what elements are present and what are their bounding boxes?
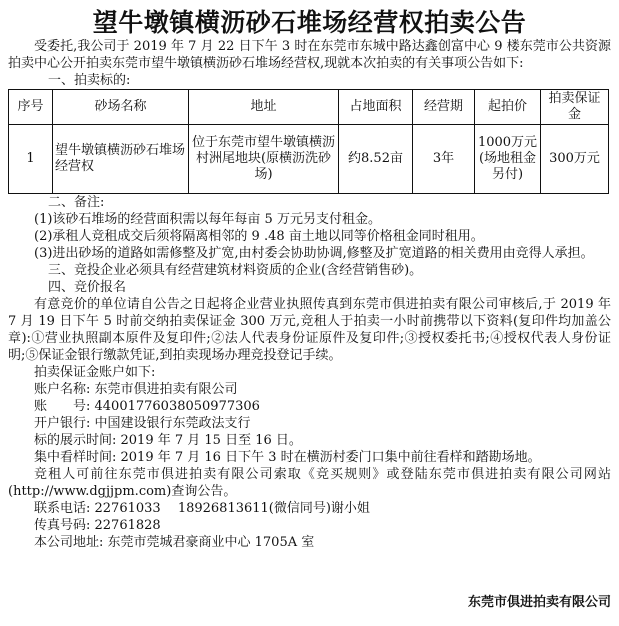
contact-phone: 联系电话: 22761033 18926813611(微信同号)谢小姐 xyxy=(34,501,370,516)
display-time: 标的展示时间: 2019 年 7 月 15 日至 16 日。 xyxy=(34,433,302,448)
account-name: 账户名称: 东莞市倶进拍卖有限公司 xyxy=(34,382,238,397)
note-1: (1)该砂石堆场的经营面积需以每年每亩 5 万元另支付租金。 xyxy=(34,212,381,227)
fax-number: 传真号码: 22761828 xyxy=(34,518,161,533)
note-3: (3)进出砂场的道路如需修整及扩宽,由村委会协助协调,修整及扩宽道路的相关费用由竞得人承担。 xyxy=(34,246,594,261)
cell-name: 望牛墩镇横沥砂石堆场经营权 xyxy=(53,125,189,194)
header-area: 占地面积 xyxy=(339,90,413,125)
header-name: 砂场名称 xyxy=(53,90,189,125)
table-header-row xyxy=(9,90,609,125)
section-4-heading: 四、竞价报名 xyxy=(48,280,127,295)
account-number: 账 号: 44001776038050977306 xyxy=(34,399,260,414)
header-address: 地址 xyxy=(189,90,339,125)
page-title: 望牛墩镇横沥砂石堆场经营权拍卖公告 xyxy=(92,8,527,37)
footer-company: 东莞市倶进拍卖有限公司 xyxy=(467,595,611,610)
auction-table xyxy=(8,89,609,194)
section-1-heading: 一、拍卖标的: xyxy=(48,73,131,88)
account-title: 拍卖保证金账户如下: xyxy=(34,365,156,380)
company-address: 本公司地址: 东莞市莞城君豪商业中心 1705A 室 xyxy=(34,535,315,550)
cell-address: 位于东莞市望牛墩镇横沥村洲尾地块(原横沥洗砂场) xyxy=(189,125,339,194)
section-3-heading: 三、竞投企业必须具有经营建筑材料资质的企业(含经营销售砂)。 xyxy=(48,263,423,278)
signup-paragraph: 有意竞价的单位请自公告之日起将企业营业执照传真到东莞市倶进拍卖有限公司审核后,于 2019 年 7 月 19 日下午 5 时前交纳拍卖保证金 300 万元,竞租人于拍卖一小时前携带以下资料(复印件均加盖公章):①营业执照副本原件及复印件;②法人代表身份证原件及复印件;③授权委托书;④授权代表人身份证明;⑤保证金银行缴款凭证,到拍卖现场办理竞投登记手续。 xyxy=(8,297,611,363)
cell-deposit: 300万元 xyxy=(541,125,609,194)
header-start-price: 起拍价 xyxy=(475,90,541,125)
rules-paragraph: 竞租人可前往东莞市倶进拍卖有限公司索取《竞买规则》或登陆东莞市倶进拍卖有限公司网站(http://www.dgjjpm.com)查询公告。 xyxy=(8,467,611,499)
announcement xyxy=(8,8,611,610)
note-2: (2)承租人竞租成交后须将隔离相邻的 9 .48 亩土地以同等价格租金同时租用。 xyxy=(34,229,484,244)
intro-paragraph: 受委托,我公司于 2019 年 7 月 22 日下午 3 时在东莞市东城中路达鑫创富中心 9 楼东莞市公共资源拍卖中心公开拍卖东莞市望牛墩镇横沥砂石堆场经营权,现就本次拍卖的有关事项公告如下: xyxy=(8,39,611,71)
cell-start-price: 1000万元(场地租金另付) xyxy=(475,125,541,194)
viewing-time: 集中看样时间: 2019 年 7 月 16 日下午 3 时在横沥村委门口集中前往看样和踏勘场地。 xyxy=(34,450,541,465)
bank-name: 开户银行: 中国建设银行东莞政法支行 xyxy=(34,416,251,431)
header-deposit: 拍卖保证金 xyxy=(541,90,609,125)
section-2-heading: 二、备注: xyxy=(48,195,105,210)
cell-no: 1 xyxy=(9,125,53,194)
header-no: 序号 xyxy=(9,90,53,125)
cell-term: 3年 xyxy=(413,125,475,194)
cell-area: 约8.52亩 xyxy=(339,125,413,194)
header-term: 经营期 xyxy=(413,90,475,125)
table-row xyxy=(9,125,609,194)
